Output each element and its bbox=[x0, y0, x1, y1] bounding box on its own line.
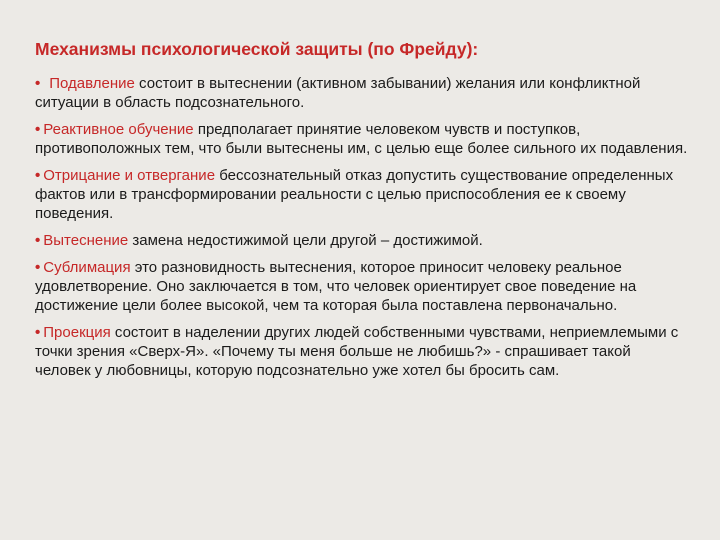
description-projection: состоит в наделении других людей собственными чувствами, неприемлемыми с точки зрения «Сверх-Я». «Почему ты меня больше не любишь?» - спрашивает такой человек у любовницы, которую подсознательно уже хотел бы бросить сам. bbox=[35, 324, 679, 379]
term-reaction-formation: Реактивное обучение bbox=[43, 121, 194, 138]
slide-title: Механизмы психологической защиты (по Фрейду): bbox=[35, 39, 479, 59]
description-repression: состоит в вытеснении (активном забывании) желания или конфликтной ситуации в область подсознательного. bbox=[35, 75, 641, 111]
list-item-denial bbox=[35, 166, 690, 223]
list-item-displacement bbox=[35, 231, 690, 250]
list-item-reaction-formation bbox=[35, 120, 690, 158]
bullet-icon: • bbox=[35, 121, 41, 138]
term-displacement: Вытеснение bbox=[43, 232, 129, 249]
description-denial: бессознательный отказ допустить существование определенных фактов или в трансформировании реальности с целью приспособления ее к своему поведения. bbox=[35, 167, 674, 222]
term-sublimation: Сублимация bbox=[43, 259, 131, 276]
list-item-repression bbox=[35, 74, 690, 112]
list-item-projection bbox=[35, 323, 690, 380]
description-reaction-formation: предполагает принятие человеком чувств и поступков, противоположных тем, что были вытеснены им, с целью еще более сильного их подавления. bbox=[35, 121, 688, 157]
bullet-icon: • bbox=[35, 324, 41, 341]
defense-mechanisms-list bbox=[35, 74, 690, 380]
description-sublimation: это разновидность вытеснения, которое приносит человеку реальное удовлетворение. Оно заключается в том, что человек ориентирует свое поведение на достижение цели более высокой, чем та которая была поставлена первоначально. bbox=[35, 259, 637, 314]
list-item-sublimation bbox=[35, 258, 690, 315]
bullet-icon: • bbox=[35, 75, 41, 92]
description-displacement: замена недостижимой цели другой – достижимой. bbox=[128, 232, 483, 249]
bullet-icon: • bbox=[35, 167, 41, 184]
bullet-icon: • bbox=[35, 232, 41, 249]
term-repression: Подавление bbox=[49, 75, 135, 92]
term-denial: Отрицание и отвергание bbox=[43, 167, 216, 184]
bullet-icon: • bbox=[35, 259, 41, 276]
term-projection: Проекция bbox=[43, 324, 111, 341]
